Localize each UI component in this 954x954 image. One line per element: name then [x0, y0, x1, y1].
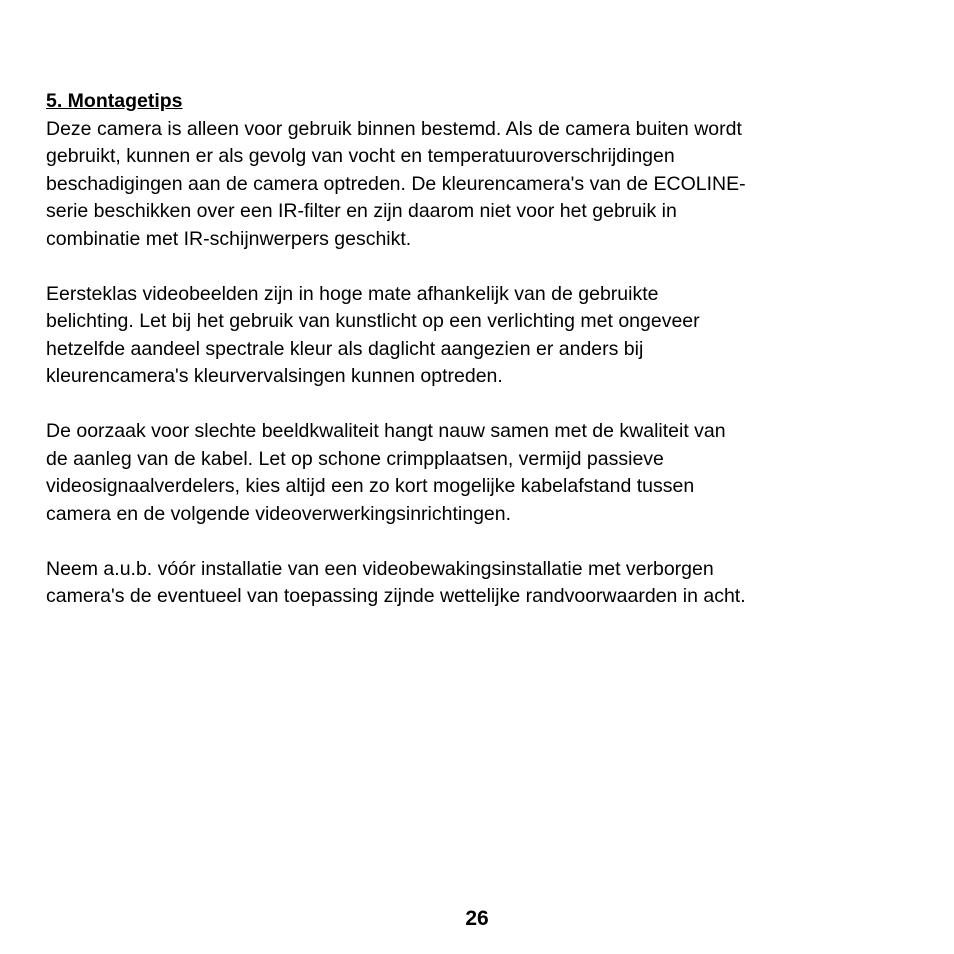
text-line: beschadigingen aan de camera optreden. De kleurencamera's van de ECOLINE- [46, 172, 746, 195]
text-line: de aanleg van de kabel. Let op schone crimpplaatsen, vermijd passieve [46, 447, 664, 470]
text-line: videosignaalverdelers, kies altijd een zo kort mogelijke kabelafstand tussen [46, 475, 695, 497]
paragraph-legal [46, 556, 926, 611]
section-heading: 5. Montagetips [46, 90, 183, 112]
text-line: camera's de eventueel van toepassing zijnde wettelijke randvoorwaarden in acht. [46, 585, 746, 607]
text-line: serie beschikken over een IR-filter en zijn daarom niet voor het gebruik in [46, 200, 677, 222]
text-line: hetzelfde aandeel spectrale kleur als daglicht aangezien er anders bij [46, 337, 644, 360]
text-line: De oorzaak voor slechte beeldkwaliteit hangt nauw samen met de kwaliteit van [46, 420, 726, 442]
text-line: camera en de volgende videoverwerkingsinrichtingen. [46, 502, 512, 525]
text-line: Neem a.u.b. vóór installatie van een videobewakingsinstallatie met verborgen [46, 557, 714, 580]
paragraph-lighting [46, 281, 926, 391]
text-line: kleurencamera's kleurvervalsingen kunnen optreden. [46, 365, 503, 387]
text-line: Eersteklas videobeelden zijn in hoge mate afhankelijk van de gebruikte [46, 282, 659, 305]
text-line: gebruikt, kunnen er als gevolg van vocht en temperatuuroverschrijdingen [46, 145, 675, 167]
text-line: combinatie met IR-schijnwerpers geschikt. [46, 227, 412, 250]
page-content [46, 88, 926, 638]
paragraph-cabling [46, 418, 926, 528]
text-line: Deze camera is alleen voor gebruik binnen bestemd. Als de camera buiten wordt [46, 117, 742, 140]
page-number: 26 [465, 907, 489, 930]
text-line: belichting. Let bij het gebruik van kunstlicht op een verlichting met ongeveer [46, 310, 700, 332]
paragraph-camera-usage [46, 116, 926, 254]
